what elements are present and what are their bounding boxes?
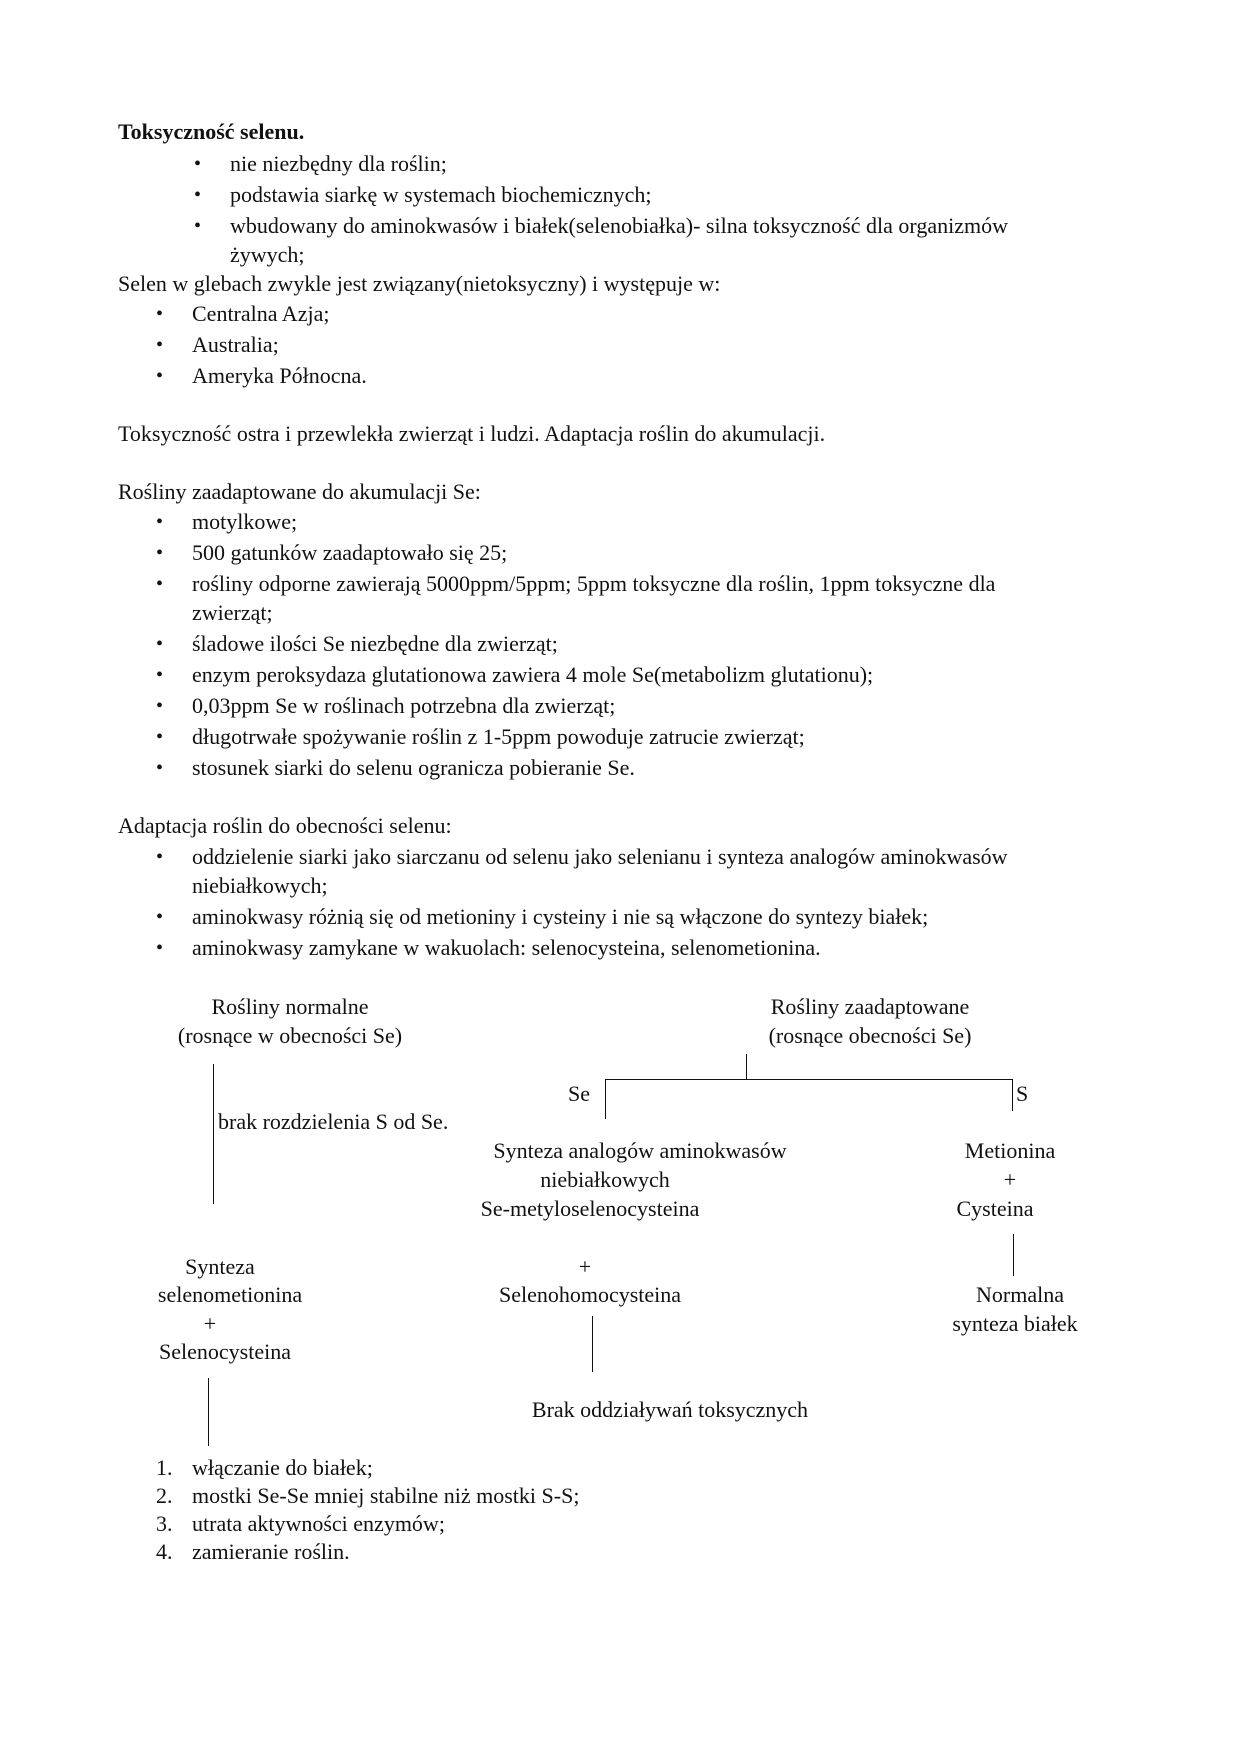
list-item: • Australia; [192, 331, 279, 359]
connector-line [213, 1064, 214, 1204]
list-item: • 500 gatunków zaadaptowało się 25; [192, 539, 507, 567]
list-item: • motylkowe; [192, 508, 297, 536]
synthesis-line2: selenometionina [157, 1282, 303, 1307]
connector-line [746, 1054, 747, 1080]
synthesis-line1: Synteza [185, 1254, 255, 1279]
normal-synthesis-line2: synteza białek [952, 1311, 1078, 1336]
adapted-plants-subtitle: (rosnące obecności Se) [768, 1023, 972, 1048]
list-item: • Ameryka Północna. [192, 362, 367, 390]
numbered-item [156, 1482, 580, 1510]
item-number: 3. [156, 1511, 173, 1536]
cysteine-label: Cysteina [956, 1196, 1034, 1221]
list-item: • 0,03ppm Se w roślinach potrzebna dla zwierząt; [192, 692, 615, 720]
item-text: utrata aktywności enzymów; [192, 1511, 445, 1536]
connector-line [605, 1079, 1013, 1080]
list-item: • śladowe ilości Se niezbędne dla zwierząt; [192, 630, 558, 658]
list-item: • nie niezbędny dla roślin; [230, 150, 447, 178]
document-title: Toksyczność selenu. [118, 119, 305, 144]
analog-synthesis-line3: Se-metyloselenocysteina [480, 1196, 700, 1221]
normal-plants-title: Rośliny normalne [211, 994, 369, 1019]
item-text: włączanie do białek; [192, 1455, 373, 1480]
list-item: • enzym peroksydaza glutationowa zawiera 4 mole Se(metabolizm glutationu); [192, 661, 873, 689]
selenocysteine-label: Selenocysteina [159, 1339, 291, 1364]
selenohomocysteine-label: Selenohomocysteina [498, 1282, 682, 1307]
se-branch-label: Se [568, 1081, 590, 1106]
analog-synthesis-line1: Synteza analogów aminokwasów [493, 1138, 787, 1163]
list-item: • długotrwałe spożywanie roślin z 1-5ppm powoduje zatrucie zwierząt; [192, 723, 805, 751]
numbered-item [156, 1510, 445, 1538]
toxicity-paragraph: Toksyczność ostra i przewlekła zwierząt i ludzi. Adaptacja roślin do akumulacji. [118, 421, 826, 446]
numbered-item [156, 1454, 373, 1482]
no-separation-label: brak rozdzielenia S od Se. [218, 1109, 449, 1134]
list-item-continuation: niebiałkowych; [192, 873, 328, 898]
item-text: mostki Se-Se mniej stabilne niż mostki S-S; [192, 1483, 580, 1508]
item-number: 1. [156, 1455, 173, 1480]
list-item: • oddzielenie siarki jako siarczanu od selenu jako selenianu i synteza analogów aminokwasów [192, 843, 1008, 871]
list-item-continuation: zwierząt; [192, 600, 273, 625]
methionine-label: Metionina [964, 1138, 1056, 1163]
analog-synthesis-line2: niebiałkowych [540, 1167, 670, 1192]
item-number: 2. [156, 1483, 173, 1508]
list-item: • podstawia siarkę w systemach biochemicznych; [230, 181, 652, 209]
list-item: • stosunek siarki do selenu ogranicza pobieranie Se. [192, 754, 635, 782]
plus-sign: + [1003, 1167, 1017, 1192]
adaptation-heading: Adaptacja roślin do obecności selenu: [118, 813, 452, 838]
connector-line [1013, 1234, 1014, 1276]
list-item: • aminokwasy różnią się od metioniny i cysteiny i nie są włączone do syntezy białek; [192, 903, 928, 931]
list-item-continuation: żywych; [230, 242, 305, 267]
normal-plants-subtitle: (rosnące w obecności Se) [177, 1023, 403, 1048]
plus-sign: + [578, 1254, 592, 1279]
connector-line [208, 1378, 209, 1446]
list-item: • wbudowany do aminokwasów i białek(selenobiałka)- silna toksyczność dla organizmów [230, 212, 1008, 240]
plus-sign: + [203, 1311, 217, 1336]
list-item: • rośliny odporne zawierają 5000ppm/5ppm; 5ppm toksyczne dla roślin, 1ppm toksyczne dla [192, 570, 995, 598]
list-item: • Centralna Azja; [192, 300, 329, 328]
list-item: • aminokwasy zamykane w wakuolach: selenocysteina, selenometionina. [192, 934, 821, 962]
no-toxic-effects-label: Brak oddziaływań toksycznych [531, 1397, 809, 1422]
connector-line [592, 1316, 593, 1372]
soil-paragraph: Selen w glebach zwykle jest związany(nietoksyczny) i występuje w: [118, 271, 721, 296]
s-branch-label: S [1016, 1081, 1029, 1106]
adapted-plants-title: Rośliny zaadaptowane [770, 994, 970, 1019]
connector-line [1012, 1079, 1013, 1111]
item-number: 4. [156, 1539, 173, 1564]
connector-line [605, 1079, 606, 1119]
accumulation-heading: Rośliny zaadaptowane do akumulacji Se: [118, 479, 481, 504]
normal-synthesis-line1: Normalna [976, 1282, 1064, 1307]
numbered-item [156, 1538, 350, 1566]
item-text: zamieranie roślin. [192, 1539, 350, 1564]
